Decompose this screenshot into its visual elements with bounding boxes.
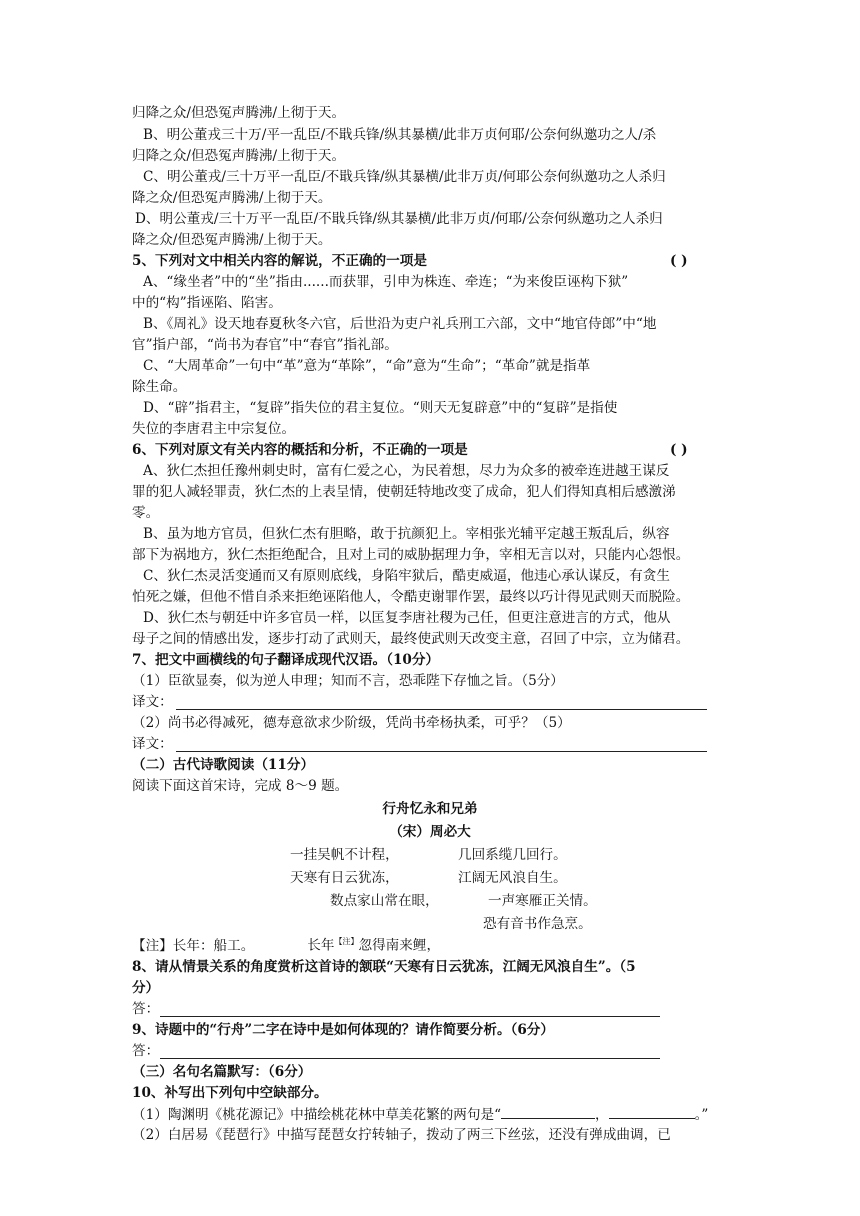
q4-option-b-line1: B、明公董戎三十万/平一乱臣/不戢兵锋/纵其暴横/此非万贞何耶/公奈何纵邀功之人/杀 [143, 127, 657, 143]
poem-note: 【注】长年：船工。 [132, 938, 255, 954]
q5-option-c-line2: 除生命。 [132, 379, 187, 395]
q10-stem: 10、补写出下列句中空缺部分。 [132, 1085, 328, 1101]
poem-line-3b: 一声寒雁正关情。 [488, 893, 597, 909]
q5-answer-paren: ( ) [670, 253, 688, 269]
q4-option-d-line1: D、明公董戎/三十万平一乱臣/不戢兵锋/纵其暴横/此非万贞/何耶/公奈何纵邀功之人杀归 [135, 211, 663, 227]
q6-answer-paren: ( ) [670, 442, 688, 458]
q6-option-c-line1: C、狄仁杰灵活变通而又有原则底线，身陷牢狱后，酷吏威逼，他违心承认谋反，有贪生 [143, 568, 670, 584]
poem-line-4a-post: 忽得南来鲤， [358, 937, 441, 954]
q4-option-c-line1: C、明公董戎/三十万平一乱臣/不戢兵锋/纵其暴横/此非万贞/何耶公奈何纵邀功之人杀归 [143, 169, 666, 185]
q7-sentence-2: （2）尚书必得减死，德寿意欲求少阶级，凭尚书牵杨执柔，可乎？（5） [132, 715, 571, 731]
q6-stem: 6、下列对原文有关内容的概括和分析，不正确的一项是 [132, 442, 468, 458]
q10-s1-prefix: （1）陶渊明《桃花源记》中描绘桃花林中草美花繁的两句是“ [132, 1107, 502, 1123]
poem-line-4b: 恐有音书作急烹。 [483, 916, 592, 932]
q5-option-a-line1: A、“缘坐者”中的“坐”指由......而获罪，引申为株连、牵连；“为来俊臣诬构下狱” [143, 274, 629, 290]
q5-option-c-line1: C、“大周革命”一句中“革”意为“革除”，“命”意为“生命”；“革命”就是指革 [143, 358, 591, 374]
q10-blank-2[interactable] [609, 1105, 695, 1119]
q7-sentence-1: （1）臣欲显奏，似为逆人申理；知而不言，恐乖陛下存恤之旨。（5分） [132, 673, 564, 689]
q10-blank-1[interactable] [501, 1105, 595, 1119]
q6-option-a-line2: 罪的犯人减轻罪责，狄仁杰的上表呈情，使朝廷特地改变了成命，犯人们得知真相后感激涕 [132, 484, 676, 500]
poem-line-2a: 天寒有日云犹冻， [290, 870, 399, 886]
poem-author: （宋）周必大 [389, 824, 471, 840]
q6-option-a-line3: 零。 [132, 505, 160, 521]
q8-answer-label: 答： [132, 1001, 160, 1017]
q8-stem-line1: 8、请从情景关系的角度赏析这首诗的颔联“天寒有日云犹冻，江阔无风浪自生”。（5 [132, 959, 636, 975]
q9-answer-line[interactable] [160, 1058, 660, 1059]
q5-option-a-line2: 中的“构”指诬陷、陷害。 [132, 295, 282, 311]
q8-answer-line[interactable] [160, 1016, 660, 1017]
q7-yiwen-label-1: 译文： [132, 694, 173, 710]
q10-sentence-1 [132, 1105, 708, 1124]
q10-sentence-2: （2）白居易《琵琶行》中描写琵琶女拧转轴子，拨动了两三下丝弦，还没有弹成曲调，已 [132, 1127, 671, 1143]
q7-stem: 7、把文中画横线的句子翻译成现代汉语。（10分） [132, 652, 440, 668]
q4-option-a-tail: 归降之众/但恐冤声腾沸/上彻于天。 [132, 105, 346, 121]
q9-stem: 9、诗题中的“行舟”二字在诗中是如何体现的？请作简要分析。（6分） [132, 1022, 554, 1038]
poem-line-2b: 江阔无风浪自生。 [458, 870, 567, 886]
section-2-heading: （二）古代诗歌阅读（11分） [132, 757, 315, 773]
poem-line-1a: 一挂吴帆不计程， [290, 847, 399, 863]
q7-answer-line-1[interactable] [176, 709, 707, 710]
q6-option-d-line1: D、狄仁杰与朝廷中许多官员一样，以匡复李唐社稷为己任，但更注意进言的方式，他从 [143, 610, 671, 626]
q6-option-a-line1: A、狄仁杰担任豫州刺史时，富有仁爱之心，为民着想，尽力为众多的被牵连进越王谋反 [143, 463, 670, 479]
q5-option-d-line2: 失位的李唐君主中宗复位。 [132, 421, 296, 437]
q5-option-d-line1: D、“辟”指君主，“复辟”指失位的君主复位。“则天无复辟意”中的“复辟”是指使 [143, 400, 618, 416]
q8-stem-line2: 分） [132, 980, 160, 996]
q10-s1-mid: ， [595, 1107, 609, 1123]
q7-yiwen-label-2: 译文： [132, 736, 173, 752]
q4-option-d-line2: 降之众/但恐冤声腾沸/上彻于天。 [132, 232, 332, 248]
q5-option-b-line1: B、《周礼》设天地春夏秋冬六官，后世沿为吏户礼兵刑工六部，文中“地官侍郎”中“地 [143, 316, 657, 332]
section-3-heading: （三）名句名篇默写：（6分） [132, 1064, 312, 1080]
q5-stem: 5、下列对文中相关内容的解说，不正确的一项是 [132, 253, 427, 269]
q7-answer-line-2[interactable] [176, 751, 707, 752]
q4-option-c-line2: 降之众/但恐冤声腾沸/上彻于天。 [132, 190, 332, 206]
poem-line-4a-pre: 长年 [307, 937, 335, 954]
q6-option-d-line2: 母子之间的情感出发，逐步打动了武则天，最终使武则天改变主意，召回了中宗，立为储君。 [132, 631, 690, 647]
q6-option-b-line1: B、虽为地方官员，但狄仁杰有胆略，敢于抗颜犯上。宰相张光辅平定越王叛乱后，纵容 [143, 526, 670, 542]
q6-option-b-line2: 部下为祸地方，狄仁杰拒绝配合，且对上司的威胁据理力争，宰相无言以对，只能内心怨恨。 [132, 547, 690, 563]
q6-option-c-line2: 怕死之嫌，但他不惜自杀来拒绝诬陷他人，令酷吏谢罪作罢，最终以巧计得见武则天而脱险。 [132, 589, 690, 605]
poem-line-1b: 几回系缆几回行。 [458, 847, 567, 863]
poem-title: 行舟忆永和兄弟 [382, 801, 478, 817]
poem-line-3a: 数点家山常在眼， [330, 893, 439, 909]
section-2-intro: 阅读下面这首宋诗，完成 8～9 题。 [132, 778, 349, 794]
q4-option-b-line2: 归降之众/但恐冤声腾沸/上彻于天。 [132, 148, 346, 164]
q5-option-b-line2: 官”指户部，“尚书为春官”中“春官”指礼部。 [132, 337, 398, 353]
poem-footnote-marker: 【注】 [334, 937, 359, 946]
q10-s1-suffix: 。” [694, 1107, 709, 1123]
q9-answer-label: 答： [132, 1043, 160, 1059]
